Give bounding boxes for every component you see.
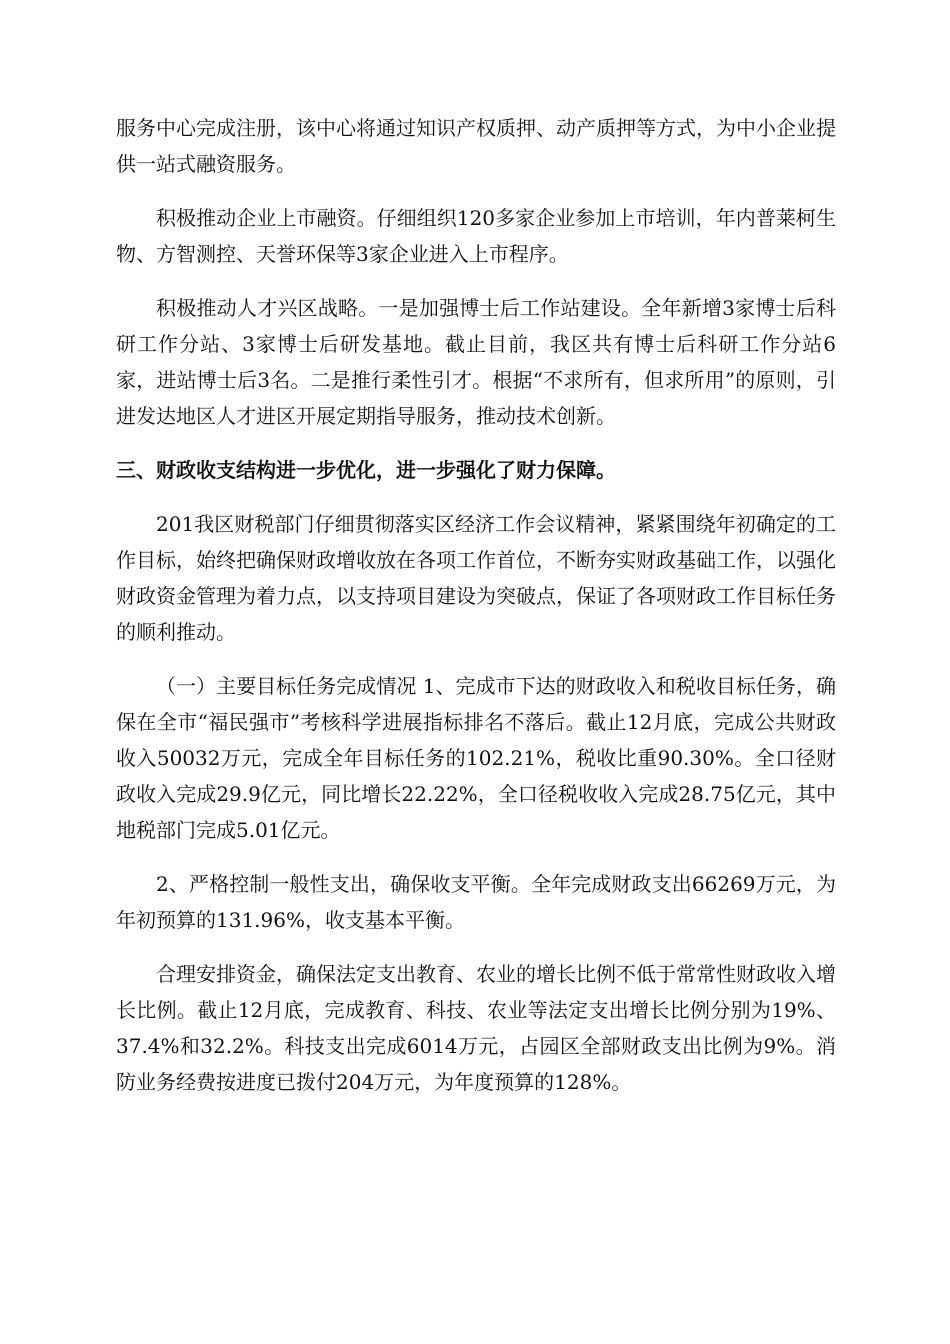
paragraph-fiscal-overview: 201我区财税部门仔细贯彻落实区经济工作会议精神，紧紧围绕年初确定的工作目标，始终把确保财政增收放在各项工作首位，不断夯实财政基础工作，以强化财政资金管理为着力点，以支持项目建设为突破点，保证了各项财政工作目标任务的顺利推动。 — [116, 512, 836, 644]
paragraph-fund-allocation: 合理安排资金，确保法定支出教育、农业的增长比例不低于常常性财政收入增长比例。截止12月底，完成教育、科技、农业等法定支出增长比例分别为19%、37.4%和32.2%。科技支出完成6014万元，占园区全部财政支出比例为9%。消防业务经费按进度已拨付204万元，为年度预算的128%。 — [116, 962, 836, 1094]
document-body — [116, 110, 836, 1118]
paragraph-listing-financing: 积极推动企业上市融资。仔细组织120多家企业参加上市培训，年内普莱柯生物、方智测控、天誉环保等3家企业进入上市程序。 — [116, 206, 836, 266]
paragraph-expenditure-control: 2、严格控制一般性支出，确保收支平衡。全年完成财政支出66269万元，为年初预算的131.96%，收支基本平衡。 — [116, 872, 836, 932]
section-heading-fiscal: 三、财政收支结构进一步优化，进一步强化了财力保障。 — [116, 458, 616, 482]
paragraph-target-completion: （一）主要目标任务完成情况 1、完成市下达的财政收入和税收目标任务，确保在全市“福民强市”考核科学进展指标排名不落后。截止12月底，完成公共财政收入50032万元，完成全年目标任务的102.21%，税收比重90.30%。全口径财政收入完成29.9亿元，同比增长22.22%，全口径税收收入完成28.75亿元，其中地税部门完成5.01亿元。 — [116, 674, 836, 842]
paragraph-financing-service: 服务中心完成注册，该中心将通过知识产权质押、动产质押等方式，为中小企业提供一站式融资服务。 — [116, 116, 836, 176]
paragraph-talent-strategy: 积极推动人才兴区战略。一是加强博士后工作站建设。全年新增3家博士后科研工作分站、3家博士后研发基地。截止目前，我区共有博士后科研工作分站6家，进站博士后3名。二是推行柔性引才。根据“不求所有，但求所用”的原则，引进发达地区人才进区开展定期指导服务，推动技术创新。 — [116, 296, 836, 428]
